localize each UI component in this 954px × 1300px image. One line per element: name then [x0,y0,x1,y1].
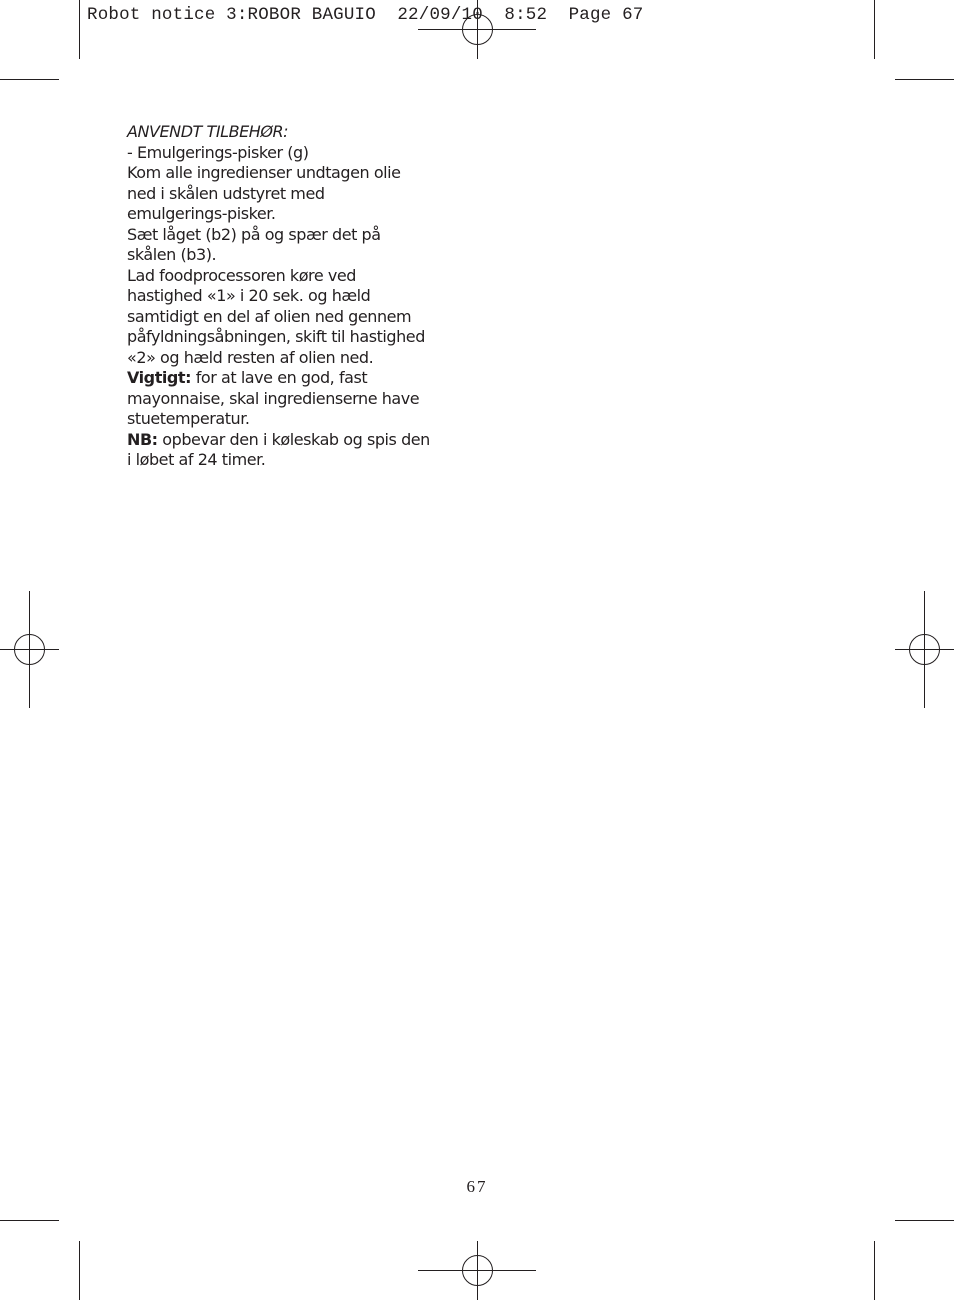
nb-note [127,430,467,451]
registration-mark-right [895,591,954,708]
instruction-line: ned i skålen udstyret med [127,183,325,203]
nb-label: NB: [127,429,158,449]
registration-mark-left [0,591,59,708]
instruction-line: skålen (b3). [127,245,217,264]
important-note-line: mayonnaise, skal ingredienserne have [127,388,420,408]
important-text: for at lave en god, fast [191,368,368,387]
important-note [127,368,467,389]
important-note-line: stuetemperatur. [127,409,250,428]
registration-mark-bottom [418,1241,536,1300]
instruction-line: Sæt låget (b2) på og spær det på [127,224,381,244]
instruction-line: Kom alle ingredienser undtagen olie [127,163,401,182]
important-label: Vigtigt: [127,368,192,387]
page-number: 67 [466,1177,488,1196]
nb-note-line: i løbet af 24 timer. [127,450,266,469]
accessory-item: - Emulgerings-pisker (g) [127,142,309,162]
nb-text: opbevar den i køleskab og spis den [157,429,430,449]
print-slug: Robot notice 3:ROBOR BAGUIO 22/09/10 8:52 Page 67 [87,5,644,25]
accessory-heading: ANVENDT TILBEHØR: [127,122,289,141]
instruction-line: samtidigt en del af olien ned gennem [127,306,412,326]
instruction-line: «2» og hæld resten af olien ned. [127,347,374,367]
instruction-line: emulgerings-pisker. [127,204,276,223]
instruction-line: påfyldningsåbningen, skift til hastighed [127,327,425,346]
instruction-line: Lad foodprocessoren køre ved [127,265,356,285]
recipe-instructions [127,122,467,471]
instruction-line: hastighed «1» i 20 sek. og hæld [127,286,371,305]
